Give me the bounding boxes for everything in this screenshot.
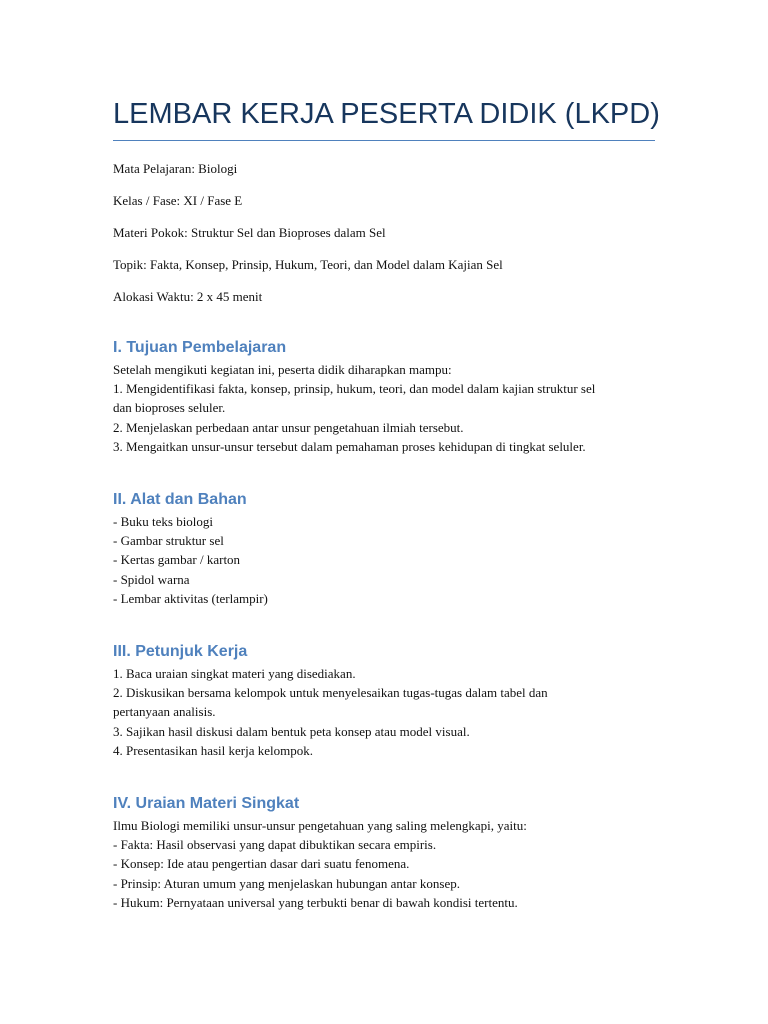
section-body	[113, 816, 658, 912]
section-line: - Spidol warna	[113, 571, 190, 587]
section-heading: I. Tujuan Pembelajaran	[113, 339, 287, 356]
section-line: 3. Mengaitkan unsur-unsur tersebut dalam pemahaman proses kehidupan di tingkat seluler.	[113, 438, 586, 454]
section-line: Setelah mengikuti kegiatan ini, peserta didik diharapkan mampu:	[113, 362, 452, 377]
section-work-instructions	[113, 642, 658, 760]
document-title: LEMBAR KERJA PESERTA DIDIK (LKPD)	[113, 98, 660, 130]
section-line: - Gambar struktur sel	[113, 533, 224, 549]
section-line: 3. Sajikan hasil diskusi dalam bentuk peta konsep atau model visual.	[113, 723, 470, 739]
section-line: dan bioproses seluler.	[113, 400, 226, 416]
section-line: 1. Mengidentifikasi fakta, konsep, prinsip, hukum, teori, dan model dalam kajian struktur sel	[113, 381, 596, 397]
section-line: pertanyaan analisis.	[113, 704, 216, 720]
document-meta	[113, 160, 655, 320]
section-line: Ilmu Biologi memiliki unsur-unsur pengetahuan yang saling melengkapi, yaitu:	[113, 818, 527, 833]
section-line: 2. Diskusikan bersama kelompok untuk menyelesaikan tugas-tugas dalam tabel dan	[113, 685, 548, 701]
section-line: 4. Presentasikan hasil kerja kelompok.	[113, 742, 314, 758]
section-heading: II. Alat dan Bahan	[113, 491, 247, 508]
section-line: - Fakta: Hasil observasi yang dapat dibuktikan secara empiris.	[113, 837, 437, 853]
section-body	[113, 512, 658, 608]
section-line: - Buku teks biologi	[113, 514, 214, 529]
title-underline	[113, 140, 655, 141]
section-body	[113, 664, 658, 760]
section-material-summary	[113, 794, 658, 912]
section-heading: IV. Uraian Materi Singkat	[113, 795, 300, 812]
section-line: - Konsep: Ide atau pengertian dasar dari suatu fenomena.	[113, 856, 410, 872]
meta-time: Alokasi Waktu: 2 x 45 menit	[113, 289, 263, 304]
section-line: - Prinsip: Aturan umum yang menjelaskan hubungan antar konsep.	[113, 875, 460, 891]
section-line: - Kertas gambar / karton	[113, 552, 241, 568]
meta-subject: Mata Pelajaran: Biologi	[113, 161, 238, 176]
section-line: 1. Baca uraian singkat materi yang disediakan.	[113, 666, 356, 681]
section-learning-objectives	[113, 338, 658, 456]
section-tools-materials	[113, 490, 658, 608]
meta-class: Kelas / Fase: XI / Fase E	[113, 193, 243, 208]
section-line: - Lembar aktivitas (terlampir)	[113, 590, 268, 606]
section-line: - Hukum: Pernyataan universal yang terbukti benar di bawah kondisi tertentu.	[113, 894, 518, 910]
section-body	[113, 360, 658, 456]
meta-topic: Topik: Fakta, Konsep, Prinsip, Hukum, Teori, dan Model dalam Kajian Sel	[113, 257, 503, 272]
meta-topic-main: Materi Pokok: Struktur Sel dan Bioproses dalam Sel	[113, 225, 386, 240]
section-line: 2. Menjelaskan perbedaan antar unsur pengetahuan ilmiah tersebut.	[113, 419, 464, 435]
section-heading: III. Petunjuk Kerja	[113, 643, 248, 660]
